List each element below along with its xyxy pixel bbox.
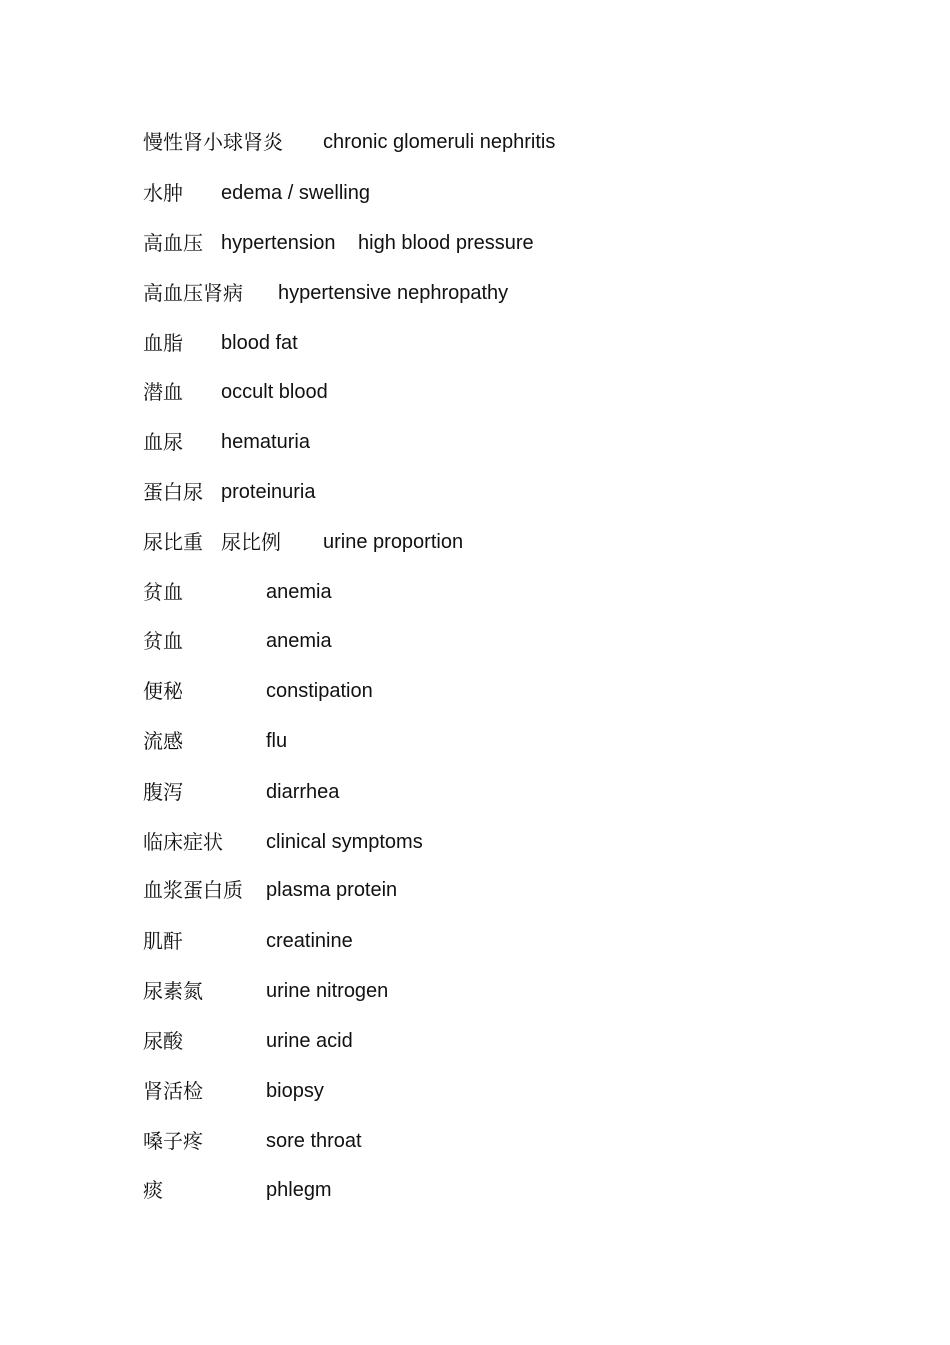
english-term: plasma protein xyxy=(266,879,398,901)
english-term: hypertensive nephropathy xyxy=(278,282,509,304)
english-term: anemia xyxy=(266,581,332,603)
english-term: hematuria xyxy=(221,431,310,453)
english-term: diarrhea xyxy=(266,781,340,803)
chinese-term: 便秘 xyxy=(143,679,183,703)
english-term-alternate: high blood pressure xyxy=(358,232,534,254)
english-term: clinical symptoms xyxy=(266,831,423,853)
chinese-term: 肌酐 xyxy=(143,929,183,953)
chinese-term: 贫血 xyxy=(143,629,183,653)
chinese-term: 蛋白尿 xyxy=(143,480,203,504)
english-term: sore throat xyxy=(266,1130,362,1152)
chinese-term: 血浆蛋白质 xyxy=(143,878,243,902)
english-term: urine proportion xyxy=(323,531,464,553)
english-term: blood fat xyxy=(221,332,298,354)
chinese-term: 腹泻 xyxy=(143,780,183,804)
chinese-term: 尿酸 xyxy=(143,1029,183,1053)
english-term: urine nitrogen xyxy=(266,980,389,1002)
english-term: occult blood xyxy=(221,381,328,403)
english-term: flu xyxy=(266,730,288,752)
chinese-term: 高血压 xyxy=(143,231,203,255)
chinese-term: 痰 xyxy=(143,1178,163,1202)
chinese-term: 水肿 xyxy=(143,181,183,205)
english-term: edema / swelling xyxy=(221,182,370,204)
chinese-term: 慢性肾小球肾炎 xyxy=(143,130,283,154)
chinese-term: 血尿 xyxy=(143,430,183,454)
english-term: hypertension xyxy=(221,232,336,254)
english-term: urine acid xyxy=(266,1030,353,1052)
english-term: constipation xyxy=(266,680,373,702)
chinese-term: 肾活检 xyxy=(143,1079,203,1103)
chinese-term: 尿素氮 xyxy=(143,979,203,1003)
english-term: creatinine xyxy=(266,930,353,952)
english-term: chronic glomeruli nephritis xyxy=(323,131,556,153)
chinese-term: 流感 xyxy=(143,729,183,753)
chinese-term: 贫血 xyxy=(143,580,183,604)
chinese-term: 尿比重 xyxy=(143,530,203,554)
chinese-term: 血脂 xyxy=(143,331,183,355)
english-term: biopsy xyxy=(266,1080,324,1102)
english-term: proteinuria xyxy=(221,481,316,503)
chinese-term: 嗓子疼 xyxy=(143,1129,203,1153)
chinese-term: 临床症状 xyxy=(143,830,223,854)
chinese-term: 高血压肾病 xyxy=(143,281,243,305)
english-term: phlegm xyxy=(266,1179,332,1201)
chinese-term-alternate: 尿比例 xyxy=(221,530,281,554)
chinese-term: 潜血 xyxy=(143,380,183,404)
english-term: anemia xyxy=(266,630,332,652)
